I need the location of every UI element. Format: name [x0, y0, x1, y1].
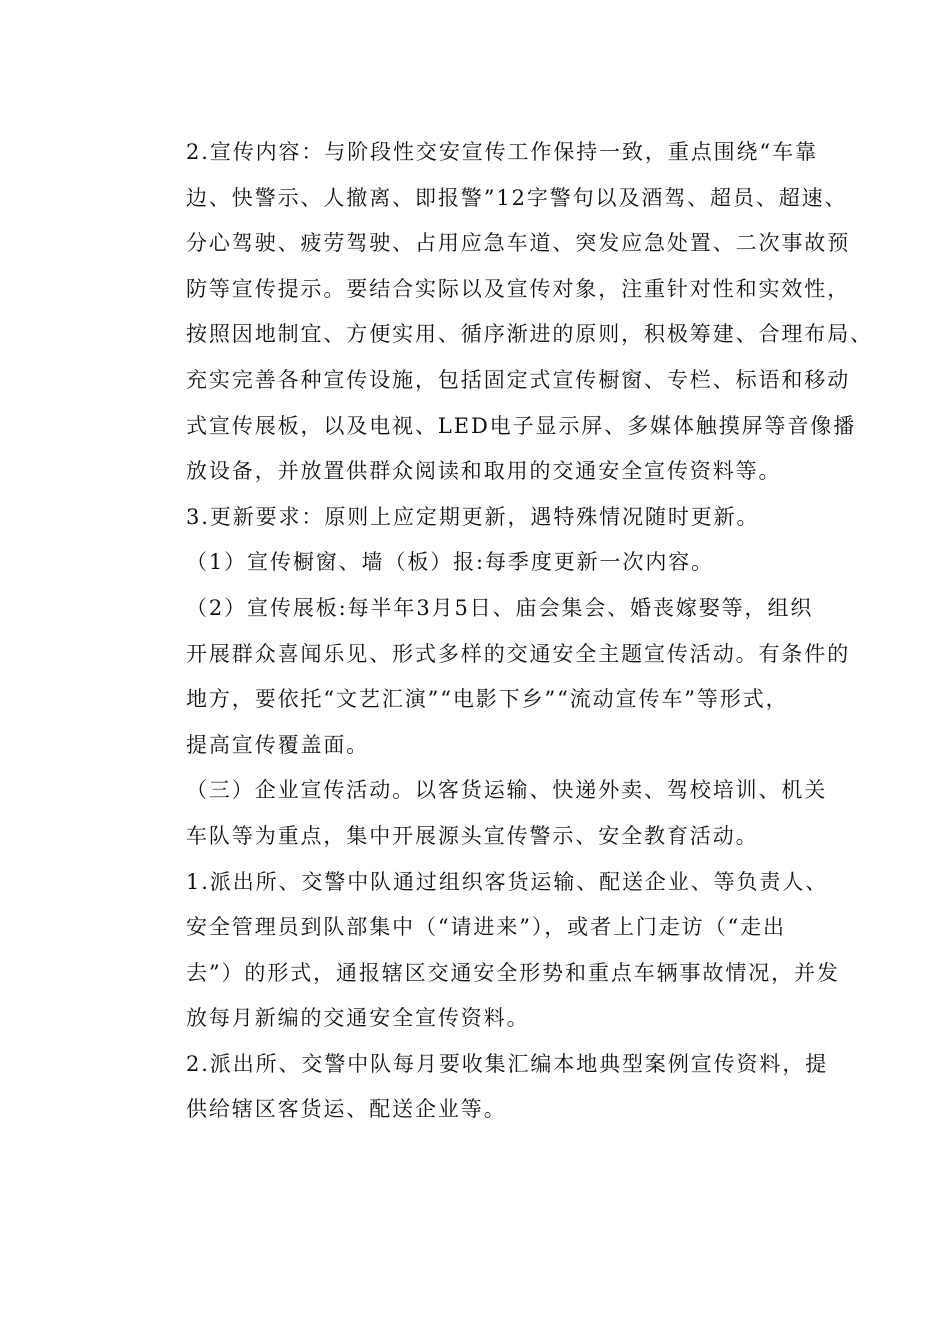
text-line: 放设备，并放置供群众阅读和取用的交通安全宣传资料等。	[186, 459, 782, 484]
paragraph-enterprise-activities	[144, 768, 828, 859]
text-line: （2）宣传展板:每半年3月5日、庙会集会、婚丧嫁娶等，组织	[186, 595, 814, 620]
text-line: 1.派出所、交警中队通过组织客货运输、配送企业、等负责人、	[186, 869, 829, 894]
text-line: 分心驾驶、疲劳驾驶、占用应急车道、突发应急处置、二次事故预	[186, 231, 851, 256]
paragraph-windows-boards	[144, 540, 806, 586]
text-line: 防等宣传提示。要结合实际以及宣传对象，注重针对性和实效性，	[186, 276, 851, 301]
paragraph-update-requirements	[144, 495, 806, 541]
text-line: 边、快警示、人撤离、即报警”12字警句以及酒驾、超员、超速、	[186, 185, 848, 210]
text-line: 开展群众喜闻乐见、形式多样的交通安全主题宣传活动。有条件的	[186, 641, 851, 666]
text-line: 按照因地制宜、方便实用、循序渐进的原则，积极筹建、合理布局、	[186, 322, 873, 347]
text-line: 2.派出所、交警中队每月要收集汇编本地典型案例宣传资料，提	[186, 1051, 829, 1076]
text-line: 充实完善各种宣传设施，包括固定式宣传橱窗、专栏、标语和移动	[186, 367, 851, 392]
text-line: 式宣传展板，以及电视、LED电子显示屏、多媒体触摸屏等音像播	[186, 413, 857, 438]
text-line: 地方，要依托“文艺汇演”“电影下乡”“流动宣传车”等形式，	[186, 687, 789, 712]
text-line: 3.更新要求：原则上应定期更新，遇特殊情况随时更新。	[186, 504, 760, 529]
paragraph-publicity-content	[144, 130, 873, 495]
paragraph-police-organize	[144, 860, 840, 1042]
text-line: （三）企业宣传活动。以客货运输、快递外卖、驾校培训、机关	[186, 778, 828, 803]
text-line: 供给辖区客货运、配送企业等。	[186, 1097, 507, 1122]
text-line: 提高宣传覆盖面。	[186, 732, 370, 757]
text-line: 去”）的形式，通报辖区交通安全形势和重点车辆事故情况，并发	[186, 960, 840, 985]
text-line: 安全管理员到队部集中（“请进来”），或者上门走访（“走出	[186, 915, 786, 940]
text-line: 放每月新编的交通安全宣传资料。	[186, 1006, 530, 1031]
paragraph-police-case-materials	[144, 1042, 829, 1133]
text-line: 车队等为重点，集中开展源头宣传警示、安全教育活动。	[186, 823, 759, 848]
text-line: 2.宣传内容：与阶段性交安宣传工作保持一致，重点围绕“车靠	[186, 140, 818, 164]
document-body	[144, 130, 873, 1133]
paragraph-display-boards	[144, 586, 851, 768]
text-line: （1）宣传橱窗、墙（板）报:每季度更新一次内容。	[186, 550, 715, 575]
